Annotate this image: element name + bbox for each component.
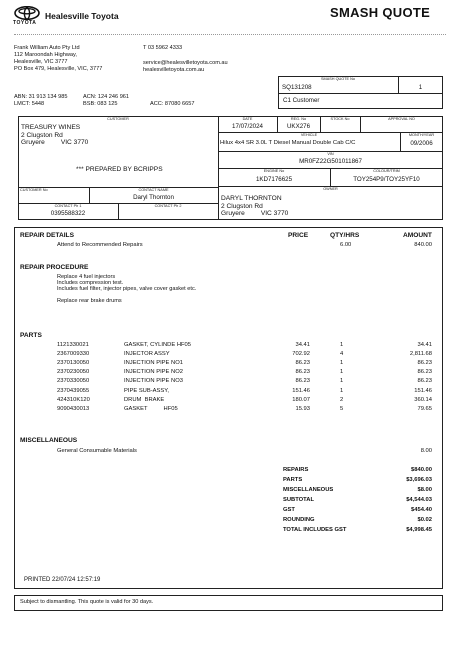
part-qty: 2 [340,396,344,403]
part-description: PIPE SUB-ASSY, [124,387,169,394]
repair-title: REPAIR DETAILS [20,232,74,239]
part-description: DRUM BRAKE [124,396,165,403]
header-divider [14,34,446,35]
total-value: $454.40 [411,507,432,513]
procedure-line: Includes fuel filter, injector pipes, valve cover gasket etc. [57,286,197,293]
prepared-by: *** PREPARED BY BCRIPPS [76,166,163,173]
customer-address: 2 Clugston Rd [21,131,63,139]
part-qty: 1 [340,387,344,394]
col-qty: QTY/HRS [330,232,360,239]
contact-name: Daryl Thornton [133,194,174,201]
contact-ph1: 0395588322 [50,210,86,217]
reg-number: UKX276 [286,123,311,130]
part-qty: 1 [340,378,344,385]
footer-note: Subject to dismantling. This quote is valid for 30 days. [20,599,154,605]
colour-label: COLOUR/TRIM [373,169,400,173]
procedure-text [57,274,196,304]
part-code: 9090430013 [57,405,90,412]
toyota-emblem-icon [14,6,40,20]
customer-label: CUSTOMER [107,117,129,121]
part-description: INJECTOR ASSY [124,351,170,358]
repair-amount: 840.00 [414,242,432,248]
misc-title: MISCELLANEOUS [20,437,78,444]
company-line: 112 Maroondah Highway, [14,52,77,58]
col-price: PRICE [288,232,309,239]
part-amount: 34.41 [417,342,432,348]
company-bsb: BSB: 083 125 [83,101,118,107]
misc-line: General Consumable Materials [57,448,137,454]
company-lmct: LMCT: 5448 [14,101,45,107]
owner-name: DARYL THORNTON [221,195,282,202]
company-abn: ABN: 31 913 134 985 [14,94,68,100]
colour-trim: TOY254P9/TOY25YF10 [353,176,420,183]
stock-label: STOCK No [330,117,350,121]
company-phone: T 03 5962 4333 [143,45,183,51]
part-code: 2370330050 [57,378,90,385]
part-price: 34.41 [295,342,310,348]
repair-qty: 6.00 [340,242,352,248]
procedure-line: Replace 4 fuel injectors [57,274,116,280]
part-qty: 4 [340,351,344,358]
part-amount: 86.23 [417,369,432,376]
company-acc: ACC: 87080 6657 [150,101,195,107]
owner-suburb: Gruyere [221,210,245,217]
company-acn: ACN: 124 246 961 [83,94,130,100]
part-description: GASKET, CYLINDE HF05 [124,342,192,348]
part-price: 86.23 [295,378,310,385]
doc-title: SMASH QUOTE [330,5,431,20]
total-value: $4,544.03 [406,497,432,503]
total-label: GST [283,507,295,513]
vin-number: MR0FZ22G501011867 [299,158,362,165]
procedure-line: Includes compression test. [57,280,124,287]
customer-suburb: Gruyere [21,139,45,146]
company-website[interactable]: healesvilletoyota.com.au [143,67,205,73]
part-code: 2367009330 [57,351,90,358]
part-code: 2370230050 [57,369,90,376]
contact-name-label: CONTACT NAME [138,188,169,192]
quote-date: 17/07/2024 [232,123,263,130]
part-price: 180.07 [292,396,310,403]
total-label: ROUNDING [283,517,315,523]
total-value: $3,696.03 [406,477,432,483]
approval-label: APPROVAL NO [388,117,415,121]
company-line: Healesville, VIC 3777 [14,59,68,65]
col-amount: AMOUNT [403,232,432,239]
owner-state: VIC 3770 [260,210,289,217]
contact-ph1-label: CONTACT Ph 1 [54,204,82,208]
part-amount: 360.14 [414,396,432,403]
part-code: 2370130050 [57,360,90,367]
contact-ph2-label: CONTACT Ph 2 [154,204,182,208]
procedure-title: REPAIR PROCEDURE [20,264,89,271]
customer-block [21,124,88,147]
dealer-name: Healesville Toyota [45,11,119,21]
part-amount: 151.46 [414,387,432,394]
total-label: TOTAL INCLUDES GST [283,527,347,533]
part-qty: 5 [340,405,344,412]
part-price: 702.92 [292,351,310,358]
part-code: 424310K120 [57,396,90,403]
total-label: MISCELLANEOUS [283,487,334,493]
company-address [14,45,102,73]
part-price: 86.23 [295,369,310,376]
company-email[interactable]: service@healesvilletoyota.com.au [143,60,228,66]
month-year: 09/2006 [410,140,433,147]
part-code: 2370439055 [57,387,90,394]
brand-wordmark: TOYOTA [13,20,37,26]
parts-title: PARTS [20,332,42,339]
quote-number: SQ131208 [282,84,312,91]
procedure-line: Replace rear brake drums [57,297,122,304]
owner-block [221,195,288,218]
owner-address: 2 Clugston Rd [221,202,263,210]
part-description: INJECTION PIPE NO2 [124,369,183,376]
reg-label: REG. No [290,117,307,121]
part-price: 86.23 [295,360,310,367]
part-amount: 2,811.68 [409,351,432,358]
quote-copy-type: C1 Customer [283,97,320,104]
vehicle-description: Hilux 4x4 SR 3.0L T Diesel Manual Double Cab C/C [220,140,356,146]
vehicle-label: VEHICLE [300,133,318,137]
company-line: Frank William Auto Pty Ltd [14,45,80,51]
engine-label: ENGINE No [263,169,285,173]
customer-state: VIC 3770 [60,139,89,146]
part-description: GASKET HF05 [124,405,178,412]
vin-label: VIN [327,152,334,156]
quote-no-label: SMASH QUOTE No [321,77,355,81]
month-year-label: MONTH/YEAR [408,133,435,137]
part-qty: 1 [340,369,344,376]
total-value: $8.00 [417,487,432,493]
customer-no-label: CUSTOMER No [20,188,48,192]
misc-amount: 8.00 [420,448,432,454]
owner-label: OWNER [323,187,338,191]
total-value: $840.00 [411,467,432,473]
total-value: $4,998.45 [406,527,432,533]
part-description: INJECTION PIPE NO1 [124,360,183,367]
part-qty: 1 [340,342,344,348]
quote-copy-number: 1 [418,84,423,91]
part-amount: 86.23 [417,360,432,367]
total-value: $0.02 [417,517,432,523]
part-description: INJECTION PIPE NO3 [124,378,183,385]
part-amount: 79.65 [417,405,432,412]
date-label: DATE [242,117,253,121]
engine-number: 1KD7176625 [255,176,293,183]
part-qty: 1 [340,360,344,367]
customer-name: TREASURY WINES [21,124,81,131]
total-label: SUBTOTAL [283,497,315,503]
part-price: 15.93 [295,405,310,412]
total-label: PARTS [283,477,303,483]
printed-timestamp: PRINTED 22/07/24 12:57:19 [24,577,101,583]
company-contact [143,60,228,74]
total-label: REPAIRS [283,467,309,473]
company-line: PO Box 479, Healesville, VIC, 3777 [14,66,103,72]
part-amount: 86.23 [417,378,432,385]
repair-line: Attend to Recommended Repairs [57,242,143,248]
part-price: 151.46 [292,387,310,394]
toyota-logo [14,6,40,26]
part-code: 1121330021 [57,342,89,348]
